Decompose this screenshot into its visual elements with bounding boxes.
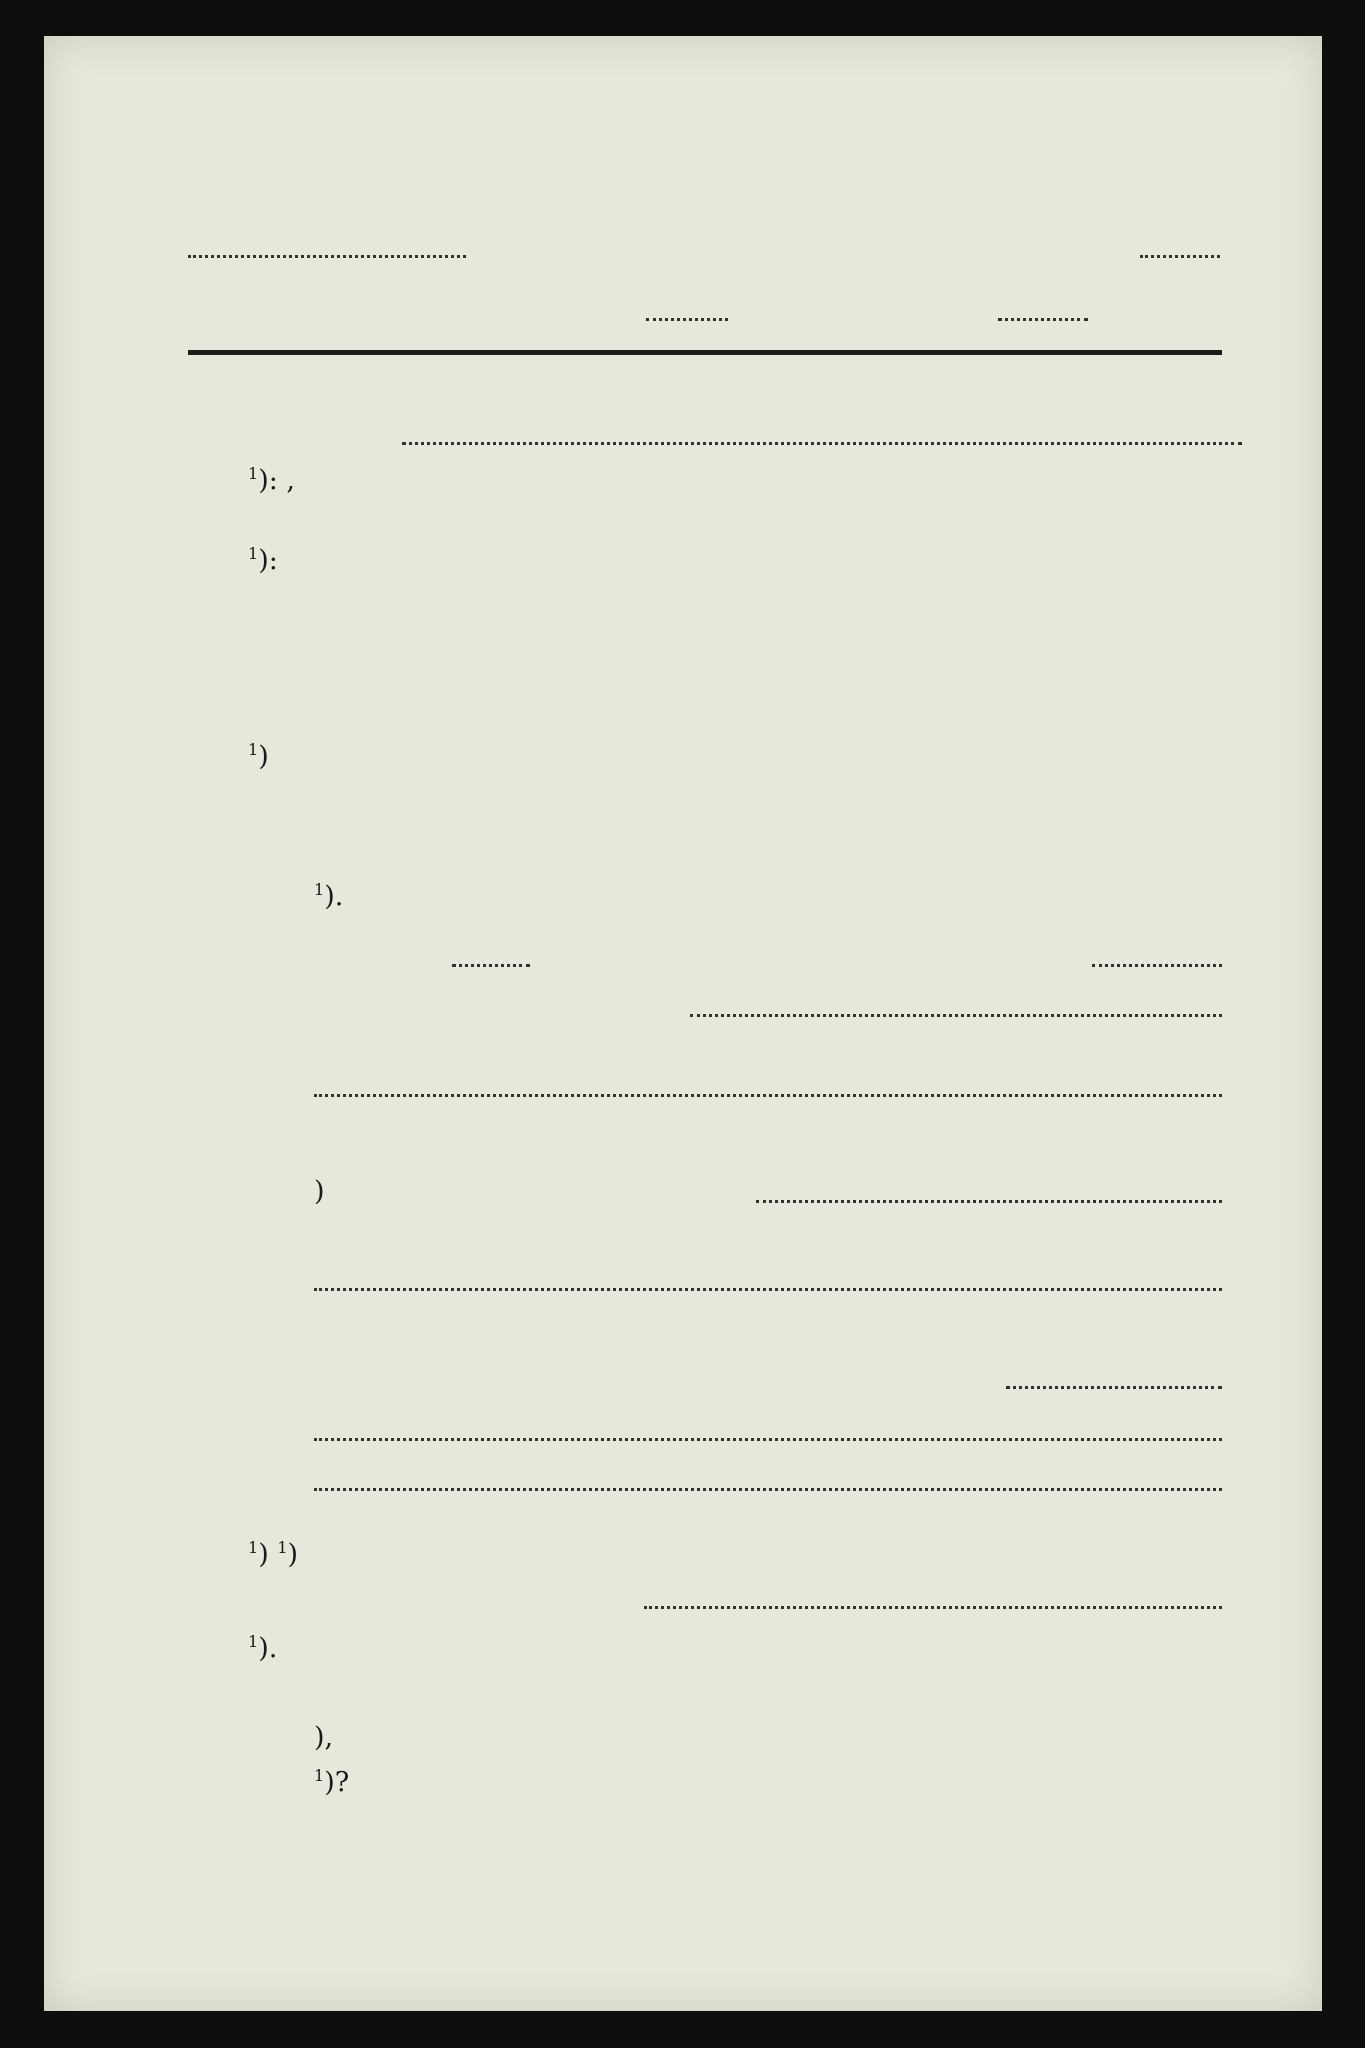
personseddel-field-line [1140,255,1220,258]
kreds-field-line [646,318,728,321]
q13-line3: $^1$)? [314,1766,350,1798]
q11-line1: $^1$) $^1$) [248,1538,299,1570]
q9-field-line [314,1288,1222,1291]
husliste-field-line [998,318,1088,321]
q8-field-line [756,1200,1222,1203]
q10-line3-field [314,1438,1222,1441]
q1-field-line [402,442,1242,445]
q5-line2: $^1$). [314,880,344,912]
header-rule [188,350,1222,355]
q10-field-line [1006,1386,1222,1389]
q7-line3-field [314,1094,1222,1097]
q2-line: $^1$): , [248,464,295,496]
q10-line4-field [314,1488,1222,1491]
q6-month-field-line [1092,964,1222,967]
q7-field-line [690,1014,1222,1017]
herred-field-line [188,255,466,258]
q3-line1: $^1$): [248,544,278,576]
q11-field-line [644,1606,1222,1609]
q6-year-field-line [452,964,530,967]
q4-line1: $^1$) [248,740,269,772]
census-form-sheet [44,36,1322,2011]
q12-line: $^1$). [248,1632,278,1664]
q8-line2: ) [314,1176,325,1207]
q13-line2: ), [314,1722,334,1753]
